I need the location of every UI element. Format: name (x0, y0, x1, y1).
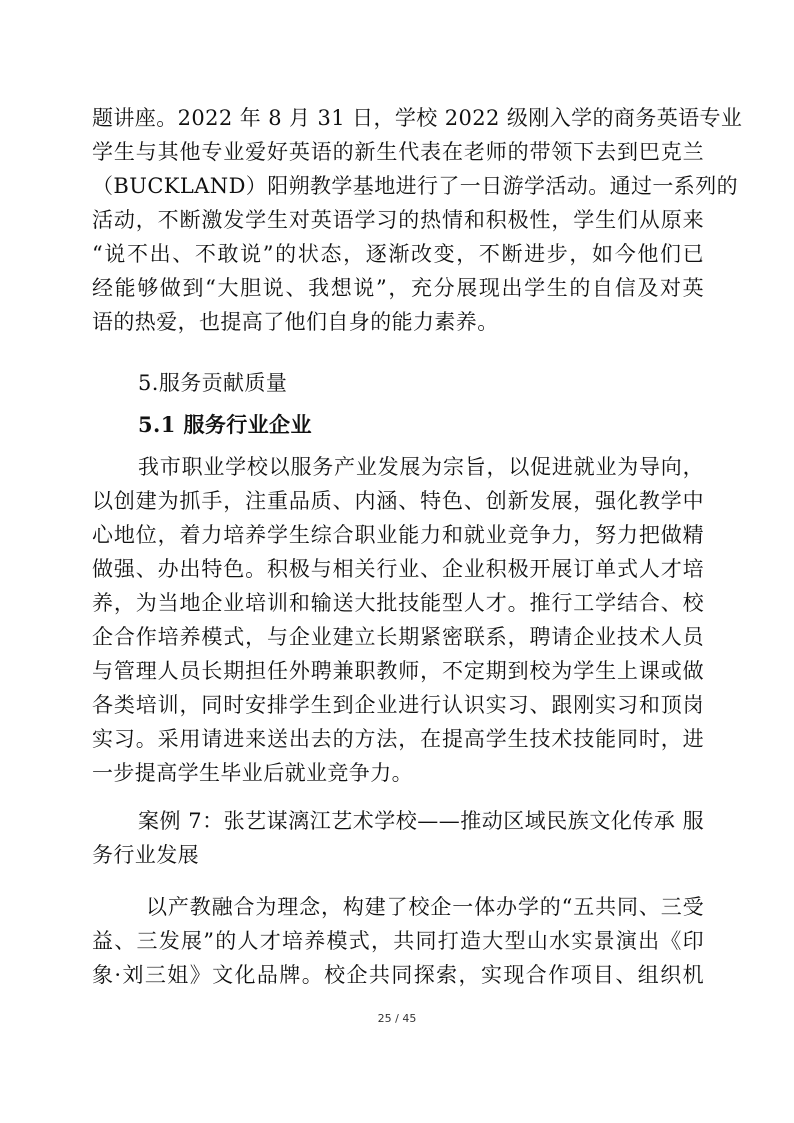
paragraph-line: 与管理人员长期担任外聘兼职教师，不定期到校为学生上课或做 (92, 659, 704, 683)
paragraph-line: 做强、办出特色。积极与相关行业、企业积极开展订单式人才培 (92, 557, 704, 581)
paragraph-line: 以产教融合为理念，构建了校企一体办学的“五共同、三受 (146, 895, 704, 919)
paragraph-line: 语的热爱，也提高了他们自身的能力素养。 (92, 310, 499, 334)
paragraph-line: 养，为当地企业培训和输送大批技能型人才。推行工学结合、校 (92, 591, 704, 615)
paragraph-line: 以创建为抓手，注重品质、内涵、特色、创新发展，强化教学中 (92, 489, 704, 513)
paragraph-line: “说不出、不敢说”的状态，逐渐改变，不断进步，如今他们已 (92, 242, 704, 266)
section-heading: 5.服务贡献质量 (138, 371, 288, 395)
case-title-line: 务行业发展 (92, 843, 199, 867)
case-title-line: 案例 7：张艺谋漓江艺术学校——推动区域民族文化传承 服 (138, 809, 704, 833)
paragraph-line: 活动，不断激发学生对英语学习的热情和积极性，学生们从原来 (92, 208, 704, 232)
paragraph-line: （BUCKLAND）阳朔教学基地进行了一日游学活动。通过一系列的 (92, 174, 739, 198)
paragraph-line: 学生与其他专业爱好英语的新生代表在老师的带领下去到巴克兰 (92, 140, 704, 164)
paragraph-line: 象·刘三姐》文化品牌。校企共同探索，实现合作项目、组织机 (92, 963, 704, 987)
paragraph-line: 各类培训，同时安排学生到企业进行认识实习、跟刚实习和顶岗 (92, 693, 704, 717)
paragraph-line: 一步提高学生毕业后就业竞争力。 (92, 761, 413, 785)
page-number: 25 / 45 (377, 1012, 417, 1025)
paragraph-line: 经能够做到“大胆说、我想说”，充分展现出学生的自信及对英 (92, 276, 704, 300)
paragraph-line: 益、三发展”的人才培养模式，共同打造大型山水实景演出《印 (92, 929, 704, 953)
paragraph-line: 我市职业学校以服务产业发展为宗旨，以促进就业为导向， (138, 455, 704, 479)
subsection-heading: 5.1 服务行业企业 (138, 412, 312, 437)
paragraph-line: 企合作培养模式，与企业建立长期紧密联系，聘请企业技术人员 (92, 625, 704, 649)
paragraph-line: 心地位，着力培养学生综合职业能力和就业竞争力，努力把做精 (92, 523, 704, 547)
paragraph-line: 题讲座。2022 年 8 月 31 日，学校 2022 级刚入学的商务英语专业 (92, 106, 743, 130)
paragraph-line: 实习。采用请进来送出去的方法，在提高学生技术技能同时，进 (92, 727, 704, 751)
